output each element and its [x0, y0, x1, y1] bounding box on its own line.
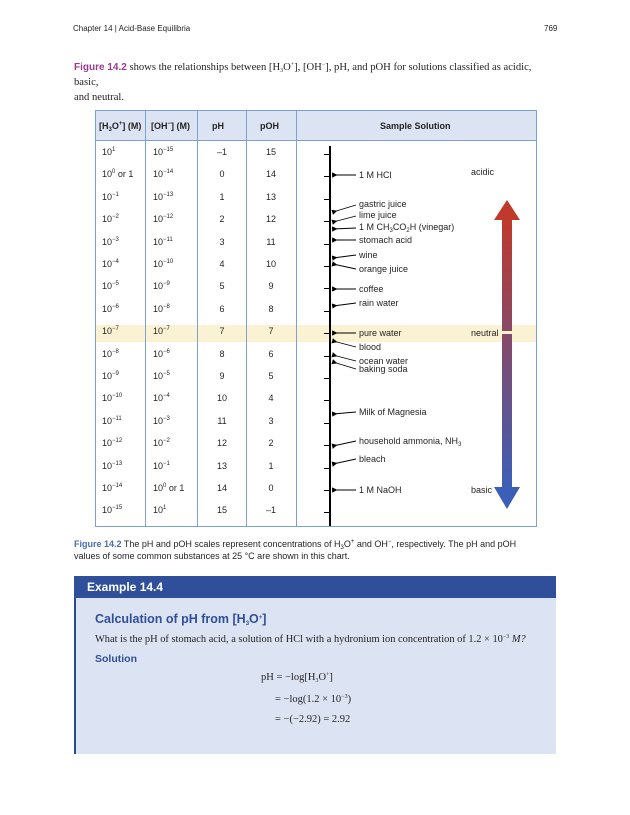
label-ammonia: household ammonia, $NH_3$: [359, 436, 462, 448]
acidic-arrowhead: [494, 200, 520, 220]
arrow-magnesia: [333, 412, 356, 414]
cell-poh: 6: [268, 348, 274, 359]
class-neutral: neutral: [471, 328, 499, 338]
cell-h3o: $10^{-1}$: [102, 191, 119, 202]
cell-h3o: $10^{-7}$: [102, 326, 119, 337]
example-question: What is the pH of stomach acid, a solution of HCl with a hydronium ion concentration of $1.2 \times 10^{-3}$ M?: [95, 634, 526, 645]
equation-line-1: pH = $-\log[H_3O^+]$: [261, 672, 333, 684]
neutral-marker: [501, 331, 513, 334]
cell-oh: $10^{-2}$: [153, 438, 170, 449]
cell-poh: 13: [265, 191, 276, 202]
header-sample-solution: Sample Solution: [380, 121, 451, 131]
arrow-bleach: [333, 459, 356, 464]
cell-ph: 2: [219, 214, 225, 225]
cell-poh: 10: [265, 259, 276, 269]
solution-heading: Solution: [95, 653, 137, 665]
arrow-baking: [333, 362, 356, 369]
cell-poh: 7: [268, 326, 274, 337]
cell-oh: $10^{-11}$: [153, 236, 173, 247]
arrow-rain: [333, 303, 356, 306]
figure-caption: Figure 14.2 The pH and pOH scales represent concentrations of $H_3O^+$ and OH−, respectively. The pH and pOH values of some common substances at 25 °C are shown in this chart.: [74, 539, 517, 561]
label-baking: baking soda: [359, 364, 408, 374]
cell-ph: 8: [219, 348, 225, 359]
cell-h3o: $10^{-15}$: [102, 505, 123, 516]
acidity-gradient-bar: [502, 218, 512, 489]
cell-ph: 3: [219, 236, 225, 247]
arrow-gastric: [333, 205, 356, 212]
cell-poh: 4: [268, 393, 274, 404]
cell-oh: $10^{-4}$: [153, 393, 170, 404]
equation-line-3: = −(−2.92) = 2.92: [275, 714, 351, 725]
cell-oh: $10^{-7}$: [153, 326, 170, 337]
cell-ph: 0: [219, 169, 225, 180]
cell-poh: –1: [265, 505, 276, 516]
label-orange: orange juice: [359, 264, 409, 274]
cell-h3o: $10^{-12}$: [102, 438, 123, 449]
cell-ph: 6: [219, 303, 225, 314]
basic-arrowhead: [494, 487, 520, 509]
label-magnesia: Milk of Magnesia: [359, 407, 427, 417]
cell-h3o: $10^{-9}$: [102, 371, 119, 381]
label-gastric: gastric juice: [359, 199, 407, 209]
cell-oh: $10^{-9}$: [153, 281, 170, 292]
header-oh: [OH−] (M): [151, 121, 191, 131]
cell-h3o: $10^{-2}$: [102, 214, 119, 225]
cell-ph: 12: [216, 438, 227, 449]
cell-poh: 15: [265, 147, 276, 157]
cell-h3o: $10^{-13}$: [102, 460, 123, 471]
example-title: Example 14.4: [87, 580, 164, 594]
cell-h3o: $10^{-5}$: [102, 281, 119, 292]
label-naoh: 1 M NaOH: [359, 485, 402, 495]
cell-oh: $10^{-15}$: [153, 147, 174, 157]
cell-ph: 13: [216, 460, 227, 471]
cell-poh: 11: [266, 236, 276, 247]
cell-oh: $10^0$ or 1: [153, 483, 185, 493]
cell-h3o: $10^1$: [102, 147, 116, 157]
page-number: 769: [544, 24, 558, 33]
example-subtitle: Calculation of pH from $[H_3O^+]$: [95, 612, 267, 627]
class-acidic: acidic: [471, 167, 495, 177]
cell-ph: 14: [216, 483, 227, 493]
cell-oh: $10^{-3}$: [153, 415, 170, 426]
cell-h3o: $10^0$ or 1: [102, 169, 134, 180]
header-h3o: $[H_3O^+]$ (M): [99, 121, 142, 133]
cell-oh: $10^1$: [153, 505, 167, 516]
cell-oh: $10^{-5}$: [153, 371, 170, 381]
cell-ph: 9: [219, 371, 225, 381]
cell-oh: $10^{-8}$: [153, 303, 170, 314]
figure-link[interactable]: Figure 14.2: [74, 62, 127, 73]
header-ph: pH: [212, 121, 224, 131]
cell-ph: 15: [216, 505, 227, 516]
label-stomach: stomach acid: [359, 235, 413, 245]
arrow-ocean: [333, 355, 356, 361]
label-lime: lime juice: [359, 210, 397, 220]
cell-oh: $10^{-14}$: [153, 169, 174, 180]
cell-poh: 0: [268, 483, 274, 493]
equation-line-2: = $-\log(1.2 \times 10^{-3})$: [275, 694, 352, 705]
cell-h3o: $10^{-6}$: [102, 303, 119, 314]
running-header: Chapter 14 | Acid-Base Equilibria: [73, 24, 191, 33]
cell-oh: $10^{-12}$: [153, 214, 174, 225]
cell-poh: 12: [265, 214, 276, 225]
cell-oh: $10^{-6}$: [153, 348, 170, 359]
example-box: [74, 576, 556, 754]
cell-h3o: $10^{-4}$: [102, 259, 119, 269]
arrow-orange: [333, 264, 356, 269]
cell-ph: 7: [219, 326, 225, 337]
cell-ph: –1: [216, 147, 227, 157]
label-pure: pure water: [359, 328, 402, 338]
label-bleach: bleach: [359, 454, 386, 464]
cell-poh: 3: [268, 415, 274, 426]
arrow-ammonia: [333, 441, 356, 446]
label-blood: blood: [359, 342, 382, 352]
arrow-wine: [333, 255, 356, 258]
label-ocean: ocean water: [359, 356, 409, 366]
cell-ph: 1: [219, 191, 225, 202]
cell-poh: 5: [268, 371, 274, 381]
cell-h3o: $10^{-3}$: [102, 236, 119, 247]
header-poh: pOH: [260, 121, 279, 131]
class-basic: basic: [471, 485, 493, 495]
cell-poh: 1: [268, 460, 274, 471]
cell-h3o: $10^{-11}$: [102, 415, 122, 426]
cell-poh: 9: [268, 281, 274, 292]
arrow-vinegar: [333, 228, 356, 229]
cell-ph: 11: [217, 415, 227, 426]
cell-ph: 5: [219, 281, 225, 292]
intro-paragraph: Figure 14.2 shows the relationships between $[H_3O^+]$, [OH−], pH, and pOH for solutions classified as acidic, basic, and neutral.: [74, 62, 532, 103]
cell-ph: 10: [216, 393, 227, 404]
label-wine: wine: [359, 250, 378, 260]
arrow-blood: [333, 341, 356, 347]
cell-h3o: $10^{-14}$: [102, 483, 123, 493]
cell-poh: 2: [268, 438, 274, 449]
arrow-lime: [333, 216, 356, 222]
cell-oh: $10^{-13}$: [153, 191, 174, 202]
cell-h3o: $10^{-8}$: [102, 348, 119, 359]
cell-oh: $10^{-10}$: [153, 259, 174, 269]
label-vinegar: 1 M $CH_3CO_2H$ (vinegar): [359, 222, 455, 234]
cell-oh: $10^{-1}$: [153, 460, 170, 471]
cell-poh: 14: [265, 169, 276, 180]
label-rain: rain water: [359, 298, 399, 308]
cell-ph: 4: [219, 259, 225, 269]
label-coffee: coffee: [359, 284, 384, 294]
cell-poh: 8: [268, 303, 274, 314]
label-hcl: 1 M HCl: [359, 170, 392, 180]
cell-h3o: $10^{-10}$: [102, 393, 123, 404]
